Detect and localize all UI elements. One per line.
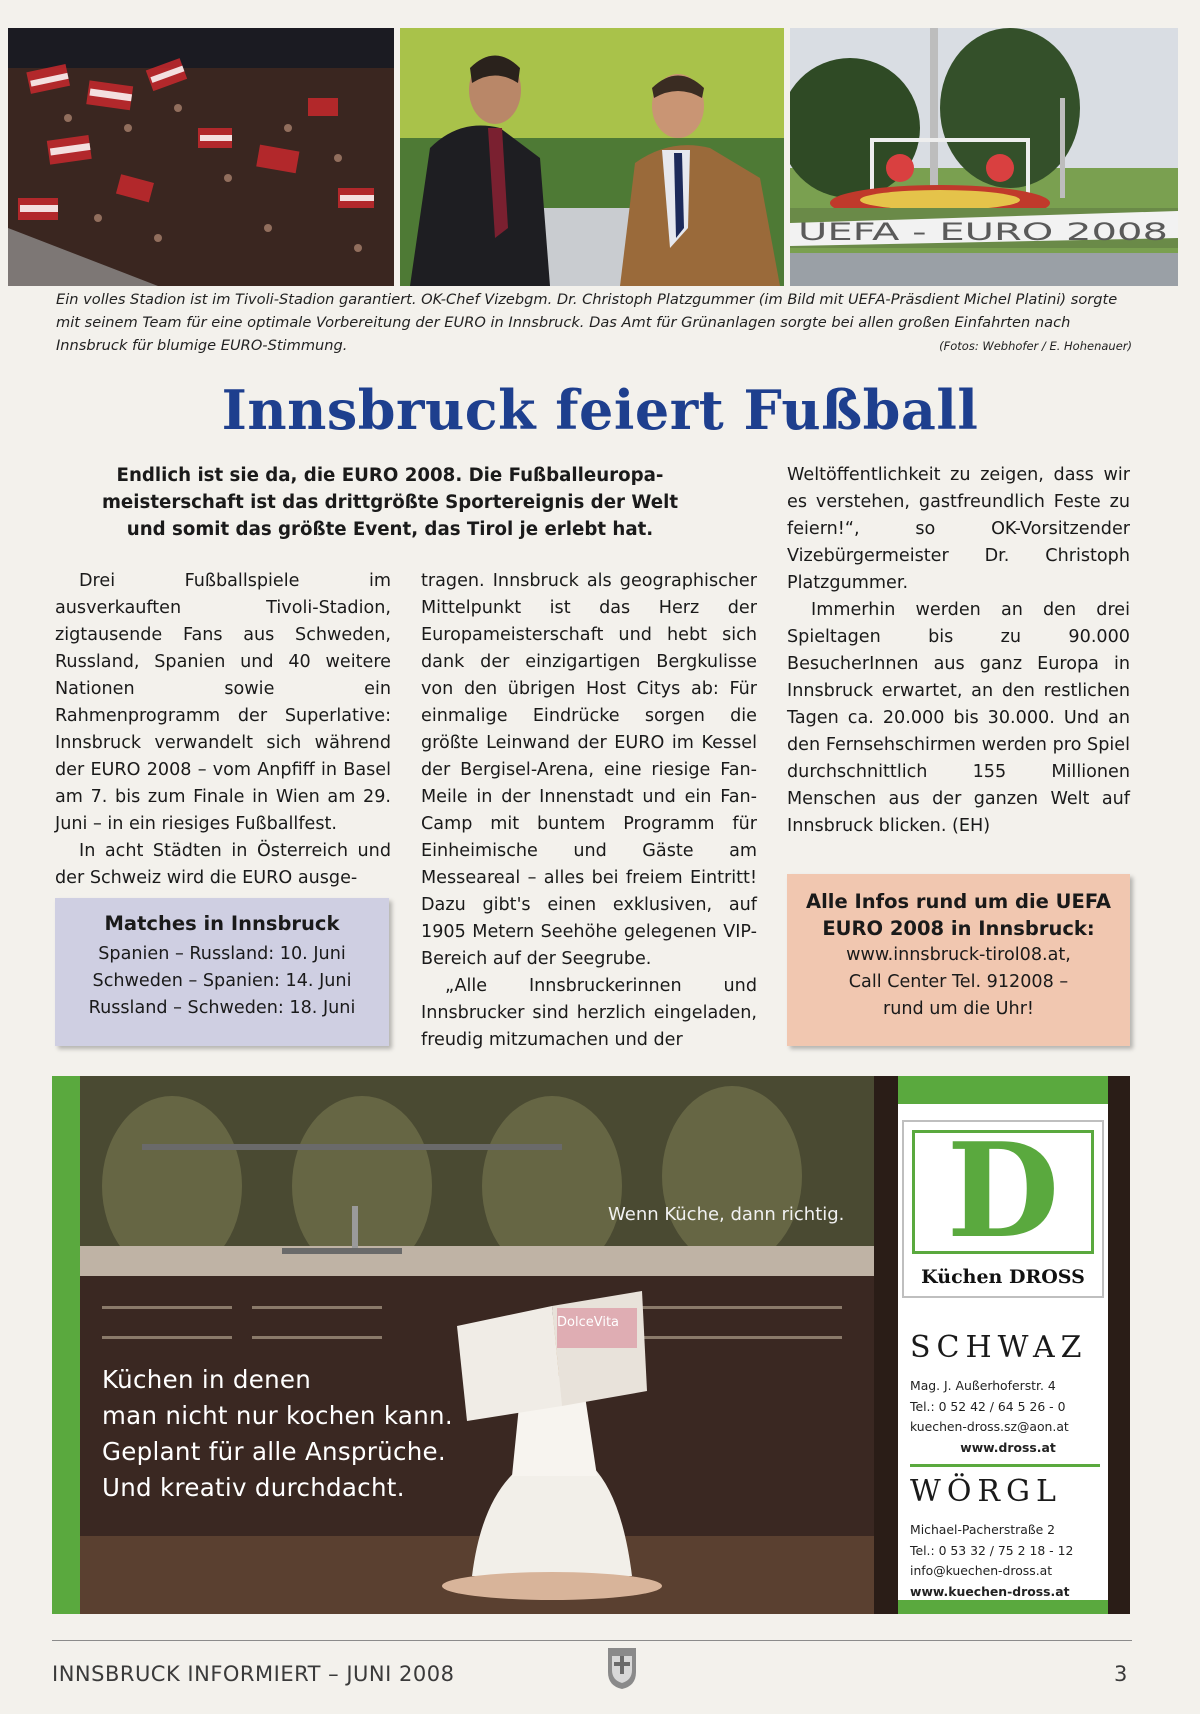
kuechen-dross-logo [902, 1114, 1104, 1298]
info-box [787, 874, 1130, 1046]
info-line: rund um die Uhr! [883, 999, 1034, 1019]
website-link[interactable]: www.dross.at [960, 1439, 1056, 1455]
footer-divider [52, 1640, 1132, 1641]
paragraph: Immerhin werden an den drei Spieltagen bis zu 90.000 BesucherInnen aus ganz Europa in Innsbruck erwartet, an den restlichen Tagen ca. 20.000 bis 30.000. Und an den Fernsehschirmen werden pro Spiel durchschnittlich 155 Millionen Menschen aus der ganzen Welt auf Innsbruck blicken. (EH) [787, 600, 1130, 836]
branch-address-woergl [910, 1520, 1106, 1602]
match-item: Russland – Schweden: 18. Juni [88, 998, 356, 1018]
ad-tagline: Wenn Küche, dann richtig. [608, 1204, 845, 1225]
matches-title: Matches in Innsbruck [104, 912, 340, 935]
officials-meeting-photo [400, 28, 784, 286]
article-lead: Endlich ist sie da, die EURO 2008. Die Fußballeuropa-meisterschaft ist das drittgrößte Sportereignis der Welt und somit das größte Event, das Tirol je erlebt hat. [101, 465, 679, 540]
brand-name: Küchen DROSS [921, 1266, 1085, 1288]
slogan-line: Und kreativ durchdacht. [102, 1473, 405, 1502]
magazine-title: DolceVita [557, 1315, 620, 1330]
branch-address-schwaz [910, 1376, 1106, 1458]
ad-slogan [102, 1362, 453, 1506]
photo-caption [56, 288, 1132, 357]
paragraph: tragen. Innsbruck als geographischer Mittelpunkt ist das Herz der Europameisterschaft und hebt sich dank der einzigartigen Bergkulisse von den übrigen Host Citys ab: Für einmalige Eindrücke sorgen die größte Leinwand der EURO im Kessel der Bergisel-Arena, eine riesige Fan-Meile in der Innenstadt und ein Fan-Camp mit buntem Programm für Einheimische und Gäste am Messeareal – alles bei freiem Eintritt! Dazu gibt's einen exklusiven, auf 1905 Metern Seehöhe gelegenen VIP-Bereich auf der Seegrube. [421, 571, 757, 969]
logo-letter: D [946, 1114, 1060, 1267]
article-headline: Innsbruck feiert Fußball [221, 378, 979, 442]
kuechen-dross-panel [874, 1076, 1130, 1614]
slogan-line: man nicht nur kochen kann. [102, 1401, 453, 1430]
stadium-crowd-photo [8, 28, 394, 286]
info-line: www.innsbruck-tirol08.at, [846, 945, 1071, 965]
branch-city-woergl: WÖRGL [910, 1474, 1062, 1509]
flower-bed-photo [790, 28, 1178, 286]
info-title: Alle Infos rund um die UEFA EURO 2008 in Innsbruck: [806, 890, 1111, 940]
kitchen-advertisement [52, 1076, 1130, 1614]
slogan-line: Geplant für alle Ansprüche. [102, 1437, 447, 1466]
green-bar [898, 1600, 1108, 1614]
innsbruck-crest-icon [606, 1646, 638, 1690]
address-line: Michael-Pacherstraße 2 [910, 1522, 1056, 1537]
article-column-1 [55, 568, 391, 892]
slogan-line: Küchen in denen [102, 1365, 312, 1394]
kitchen-photo [52, 1076, 874, 1614]
email-line: info@kuechen-dross.at [910, 1563, 1053, 1578]
publication-name: INNSBRUCK INFORMIERT – JUNI 2008 [52, 1662, 455, 1686]
email-line: kuechen-dross.sz@aon.at [910, 1419, 1069, 1434]
paragraph: „Alle Innsbruckerinnen und Innsbrucker sind herzlich eingeladen, freudig mitzumachen und der [421, 976, 757, 1050]
paragraph: Weltöffentlichkeit zu zeigen, dass wir es verstehen, gastfreundlich Feste zu feiern!“, so OK-Vorsitzender Vizebürgermeister Dr. Christoph Platzgummer. [787, 465, 1130, 593]
flower-bed-text: UEFA - EURO 2008 [798, 218, 1168, 246]
address-line: Mag. J. Außerhoferstr. 4 [910, 1378, 1056, 1393]
caption-text: Ein volles Stadion ist im Tivoli-Stadion garantiert. OK-Chef Vizebgm. Dr. Christoph Platzgummer (im Bild mit UEFA-Präsdient Michel Platini) sorgte mit seinem Team für eine optimale Vorbereitung der EURO in Innsbruck. Das Amt für Grünanlagen sorgte bei allen großen Einfahrten nach Innsbruck für blumige EURO-Stimmung. [56, 291, 1118, 354]
phone-line: Tel.: 0 53 32 / 75 2 18 - 12 [910, 1542, 1074, 1558]
page-number: 3 [1114, 1662, 1128, 1686]
article-column-2 [421, 568, 757, 1054]
match-item: Schweden – Spanien: 14. Juni [92, 971, 352, 991]
website-link[interactable]: www.kuechen-dross.at [910, 1583, 1070, 1599]
paragraph: Drei Fußballspiele im ausverkauften Tivoli-Stadion, zigtausende Fans aus Schweden, Russland, Spanien und 40 weitere Nationen sowie ein Rahmenprogramm der Superlative: Innsbruck verwandelt sich während der EURO 2008 – vom Anpfiff in Basel am 7. bis zum Finale in Wien am 29. Juni – in ein riesiges Fußballfest. [55, 571, 391, 834]
green-bar [898, 1076, 1108, 1104]
divider [910, 1464, 1100, 1467]
info-line: Call Center Tel. 912008 – [848, 972, 1069, 992]
branch-city-schwaz: SCHWAZ [910, 1330, 1088, 1365]
phone-line: Tel.: 0 52 42 / 64 5 26 - 0 [910, 1398, 1066, 1414]
photo-credit: (Fotos: Webhofer / E. Hohenauer) [939, 339, 1132, 353]
paragraph: In acht Städten in Österreich und der Schweiz wird die EURO ausge- [55, 841, 391, 888]
matches-box [55, 898, 389, 1046]
match-item: Spanien – Russland: 10. Juni [98, 944, 346, 964]
article-column-3 [787, 462, 1130, 840]
